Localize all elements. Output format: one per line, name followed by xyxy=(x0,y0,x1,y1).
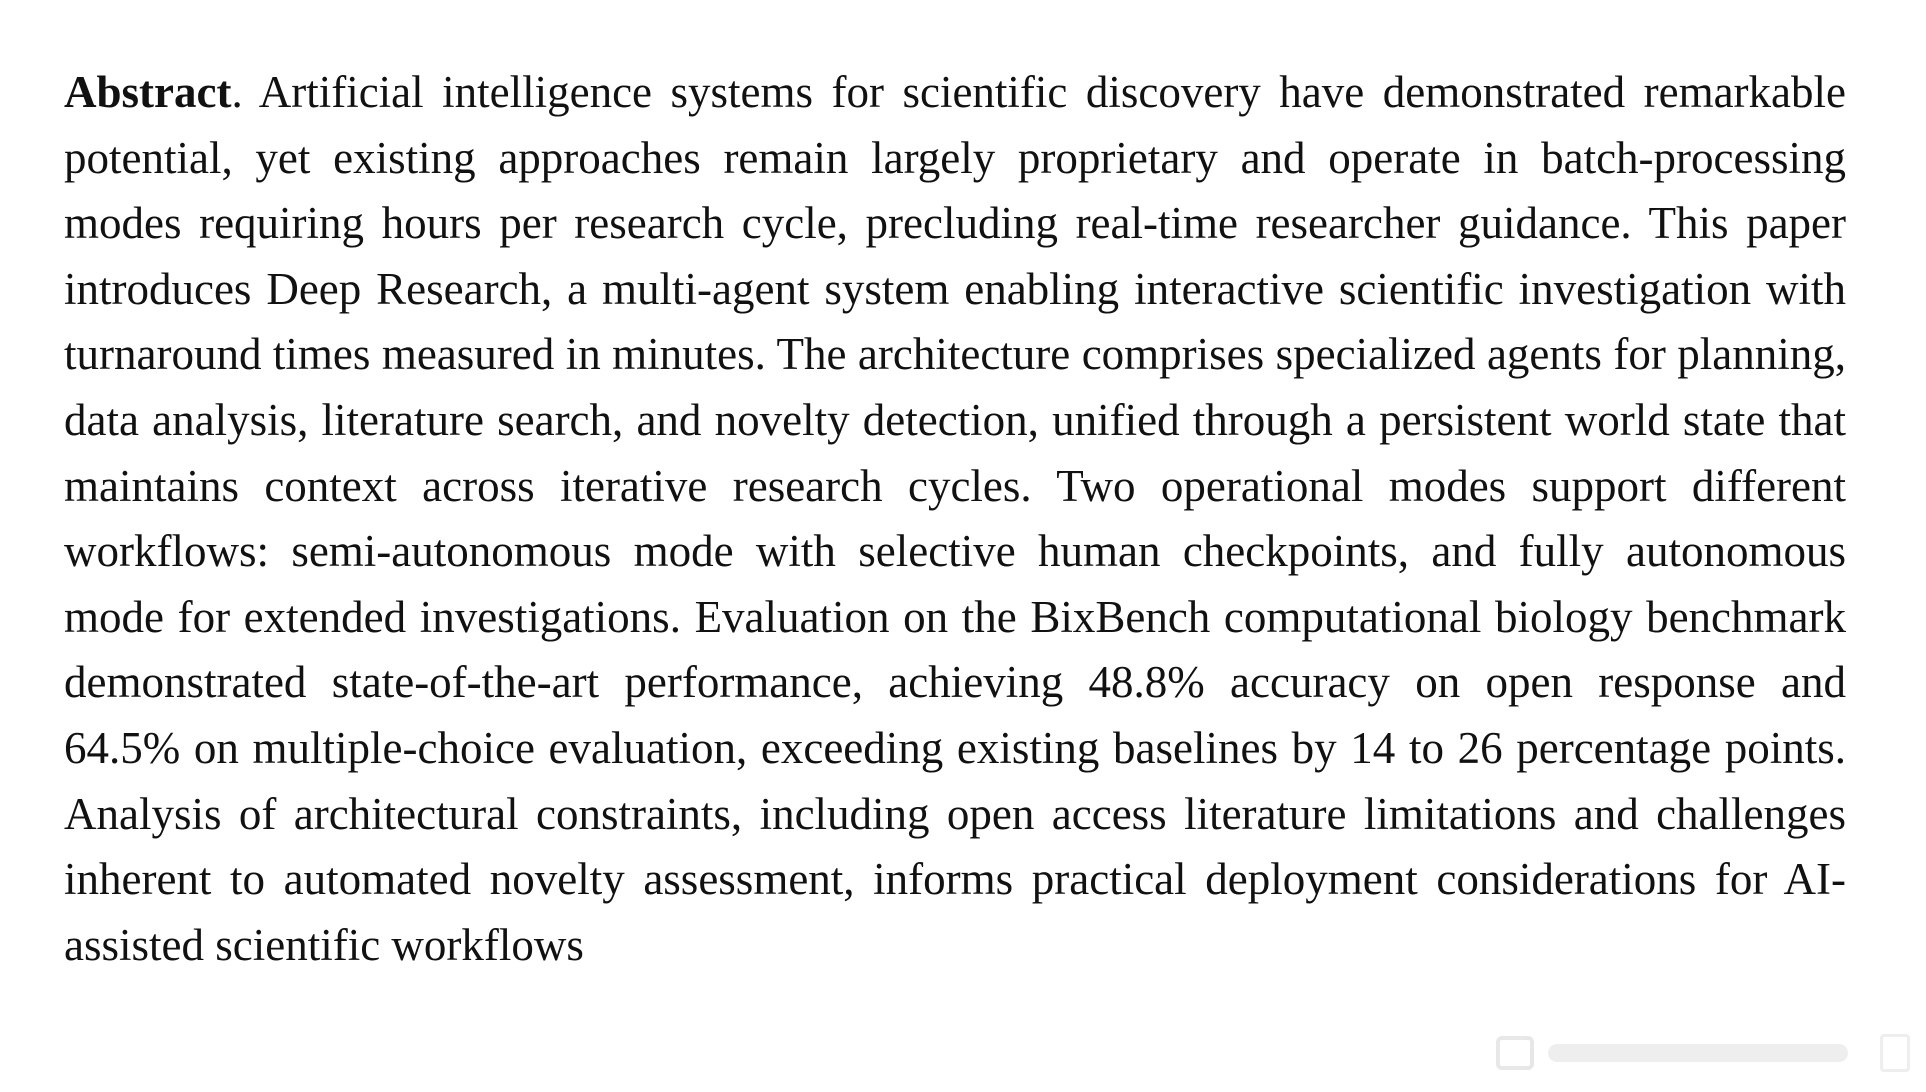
watermark-icon xyxy=(1496,1036,1534,1070)
watermark-logo xyxy=(1478,1016,1918,1086)
abstract-body: . Artificial intelligence systems for scientific discovery have demonstrated remarkable potential, yet existing approaches remain largely proprietary and operate in batch-processing modes requiring hours per research cycle, precluding real-time researcher guidance. This paper introduces Deep Research, a multi-agent system enabling interactive scientific investigation with turnaround times measured in minutes. The architecture comprises specialized agents for planning, data analysis, literature search, and novelty detection, unified through a persistent world state that maintains context across iterative research cycles. Two operational modes support different workflows: semi-autonomous mode with selective human checkpoints, and fully autonomous mode for extended investigations. Evaluation on the BixBench computational biology benchmark demonstrated state-of-the-art performance, achieving 48.8% accuracy on open response and 64.5% on multiple-choice evaluation, exceeding existing baselines by 14 to 26 percentage points. Analysis of architectural constraints, including open access literature limitations and challenges inherent to automated novelty assessment, informs practical deployment considerations for AI-assisted scientific workflows xyxy=(64,67,1846,970)
watermark-end-icon xyxy=(1880,1034,1910,1072)
abstract-paragraph xyxy=(64,60,1846,978)
watermark-bar xyxy=(1548,1044,1848,1062)
abstract-label: Abstract xyxy=(64,67,232,117)
